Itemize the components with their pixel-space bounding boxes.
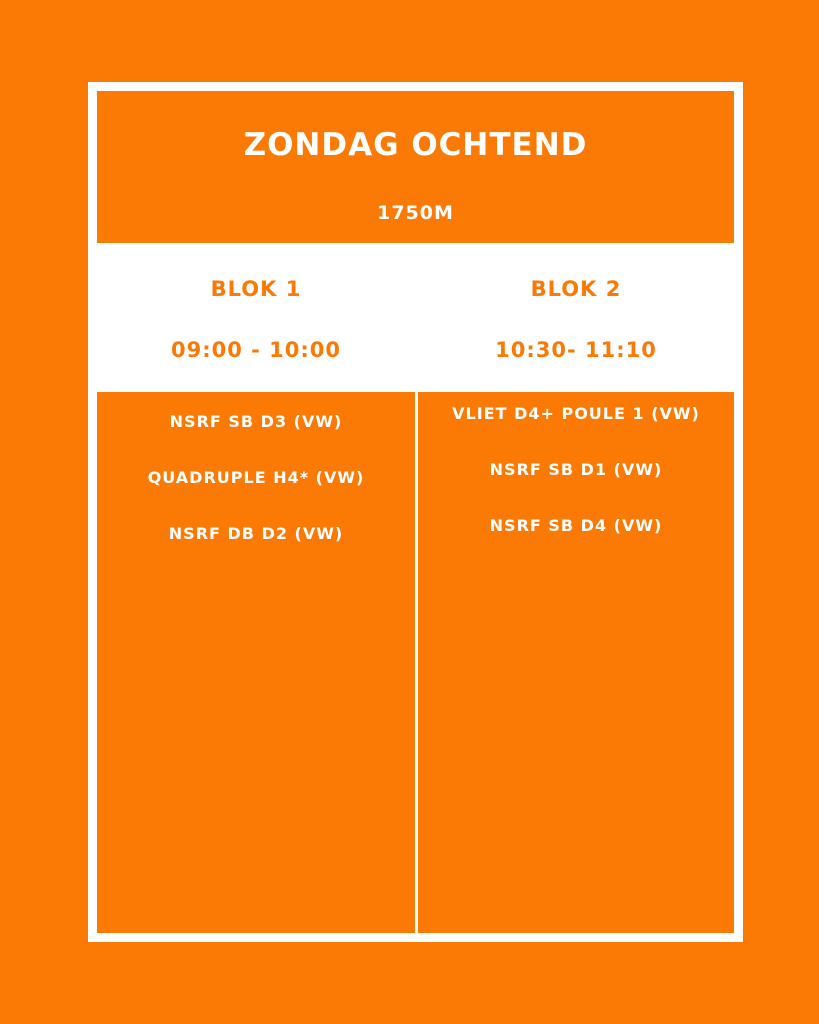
list-item: NSRF SB D3 (VW) [169,412,343,431]
block-1-header [97,243,415,392]
list-item: NSRF SB D4 (VW) [489,516,663,535]
block-2-label: BLOK 2 [530,277,622,301]
block-1-events [97,392,415,933]
page-title: ZONDAG OCHTEND [243,127,588,163]
list-item: NSRF DB D2 (VW) [168,524,344,543]
list-item: QUADRUPLE H4* (VW) [147,468,365,487]
block-1-time: 09:00 - 10:00 [170,338,342,362]
list-item: VLIET D4+ POULE 1 (VW) [452,404,700,423]
block-2-events [418,392,734,933]
schedule-frame [88,82,743,942]
race-distance: 1750M [377,202,454,224]
block-2-time: 10:30- 11:10 [495,338,657,362]
block-2-header [418,243,734,392]
schedule-header [97,91,734,243]
list-item: NSRF SB D1 (VW) [489,460,663,479]
block-1-label: BLOK 1 [210,277,302,301]
